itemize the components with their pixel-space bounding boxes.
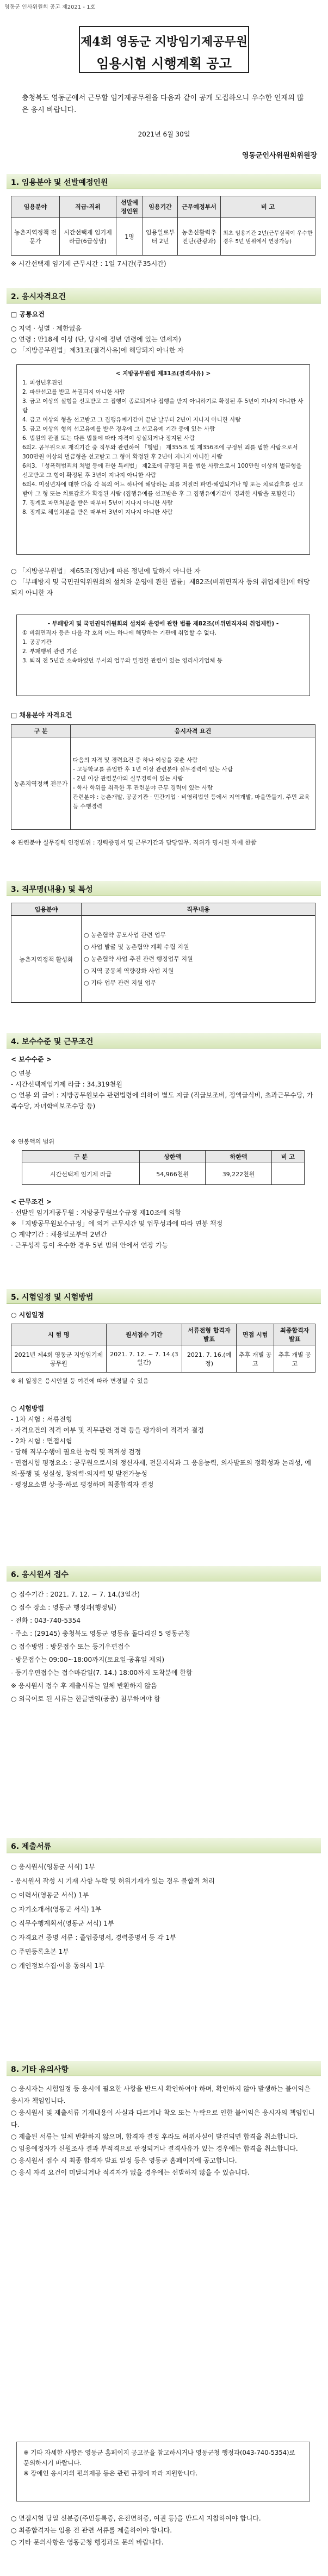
title-line1: 제4회 영동군 지방임기제공무원: [81, 35, 247, 49]
th: 구 분: [11, 725, 71, 737]
req-line: ○ 지역 · 성별 · 제한없음: [11, 325, 82, 332]
cell: 2021. 7. 16.(예정): [182, 1345, 237, 1373]
cell: [271, 1163, 304, 1185]
req-line: ○ 「지방공무원법」제31조(결격사유)에 해당되지 아니한 자: [11, 346, 184, 354]
box-line: 6의3. 「성폭력범죄의 처벌 등에 관한 특례법」 제2조에 규정된 죄를 범한 사람으로서 100만원 이상의 벌금형을 선고받고 그 형이 확정된 후 3년이 지나지 아니한 사람: [22, 463, 302, 479]
qual-line: - 2년 이상 관련분야의 실무경력이 있는 사람: [73, 775, 183, 782]
duty-line: ○ 사업 발굴 및 농촌협약 계획 수립 지원: [84, 943, 189, 951]
section8-header: 8. 기타 유의사항: [7, 2061, 321, 2076]
cell: 최초 임용기간 2년(근무실적이 우수한 경우 5년 범위에서 연장가능): [221, 218, 315, 256]
doc-line: ○ 개인정보수집·이용 동의서 1부: [11, 1962, 105, 1970]
req-line: ○ 연령 : 만18세 이상 (단, 당시에 정년 연령에 있는 연세자): [11, 336, 181, 343]
th: 직급·직위: [60, 196, 116, 218]
duty-line: ○ 기타 업무 관련 지원 업무: [84, 979, 157, 986]
section4-header: 4. 보수수준 및 근무조건: [7, 1033, 321, 1048]
qual-line: 관련분야 : 농촌개발, 공공기관 · 민간기업 · 비영리법인 등에서 지역개발, 마을만들기, 주민 교육 등 수행경력: [73, 793, 310, 810]
app-line: ○ 접수기간 : 2021. 7. 12. ~ 7. 14.(3일간): [11, 1591, 140, 1598]
th: 시 험 명: [11, 1324, 107, 1345]
method-line: · 당해 직무수행에 필요한 능력 및 적격성 검정: [11, 1448, 141, 1456]
cond-title: < 근무조건 >: [11, 1198, 52, 1206]
schedule-table: [11, 1324, 315, 1373]
cell: 2021. 7. 12. ~ 7. 14.(3일간): [106, 1345, 182, 1373]
th: 하한액: [206, 1151, 271, 1163]
section5-header: 5. 시험일정 및 시험방법: [7, 1289, 321, 1304]
box-line: 6의2. 공무원으로 재직기간 중 직무와 관련하여 「형법」 제355조 및 제356조에 규정된 죄를 범한 사람으로서 300만원 이상의 벌금형을 선고받고 그 형이 확정된 후 2년이 지나지 아니한 사람: [22, 444, 298, 460]
box-title: - 부패방지 및 국민권익위원회의 설치와 운영에 관한 법률 제82조(비위면직자의 취업제한) -: [47, 620, 279, 627]
doc-line: - 응시원서 작성 시 기재 사항 누락 및 허위기재가 있는 경우 불합격 처리: [11, 1877, 215, 1885]
app-line: - 방문접수는 09:00~18:00까지(토요일·공휴일 제외): [11, 1656, 165, 1663]
box-line: 6. 법원의 판결 또는 다른 법률에 따라 자격이 상실되거나 정지된 사람: [22, 435, 195, 442]
extra-line: ○ 면접시험 당일 신분증(주민등록증, 운전면허증, 여권 등)을 반드시 지참하여야 합니다.: [11, 2515, 261, 2522]
field-req-title: □ 채용분야 자격요건: [11, 711, 72, 719]
duty-table-wrap: [11, 903, 315, 1003]
box-line: 3. 금고 이상의 실형을 선고받고 그 집행이 종료되거나 집행을 받지 아니하기로 확정된 후 5년이 지나지 아니한 사람: [22, 398, 304, 414]
note-line: ○ 응시원서 접수 시 최종 합격자 발표 일정 등은 영동군 홈페이지에 공고합니다.: [11, 2157, 237, 2164]
anticorruption-box: [16, 614, 310, 696]
cell: 추후 개별 공고: [274, 1345, 315, 1373]
cell: 39,222천원: [206, 1163, 271, 1185]
doc-line: ○ 자기소개서(영동군 서식) 1부: [11, 1905, 102, 1913]
disqualification-box: [16, 364, 310, 555]
method-line: · 평정요소별 상·중·하로 평정하며 최종합격자 결정: [11, 1481, 154, 1488]
cell: 농촌지역정책 활성화: [11, 916, 82, 1003]
th: 임용기간: [143, 196, 178, 218]
box-line: 2. 파산선고를 받고 복권되지 아니한 사람: [22, 389, 125, 395]
cell: 농촌지역정책 전문가: [11, 737, 71, 830]
th: 원서접수 기간: [106, 1324, 182, 1345]
qual-note: ※ 관련분야 실무경력 인정범위 : 경력증명서 및 근무기간과 담당업무, 직위가 명시된 자에 한함: [11, 839, 257, 846]
method-line: · 면접시험 평정요소 : 공무원으로서의 정신자세, 전문지식과 그 응용능력, 의사발표의 정확성과 논리성, 예의·품행 및 성실성, 창의력·의지력 및 발전가능성: [11, 1459, 311, 1478]
box-line: 1. 피성년후견인: [22, 380, 63, 386]
schedule-subtitle: ○ 시험일정: [11, 1311, 45, 1319]
req-line: ○ 「부패방지 및 국민권익위원회의 설치와 운영에 관한 법률」제82조(비위면직자 등의 취업제한)에 해당되지 아니한 자: [11, 578, 310, 597]
common-req-list: [11, 323, 315, 356]
th: 면접 시험: [237, 1324, 274, 1345]
cell: 임용일로부터 2년: [143, 218, 178, 256]
note-line: ○ 응시자는 시험일정 등 응시에 필요한 사항을 반드시 확인하여야 하며, 확인하지 않아 발생하는 불이익은 응시자 책임입니다.: [11, 2085, 311, 2105]
section7-header: 6. 제출서류: [7, 1838, 321, 1853]
method-line: - 1차 시험 : 서류전형: [11, 1416, 72, 1423]
method-title: ○ 시험방법: [11, 1405, 45, 1412]
box-line: 1. 공공기관: [22, 639, 52, 645]
notes-lines: [11, 2083, 315, 2178]
qual-line: 다음의 자격 및 경력요건 중 하나 이상을 갖춘 사람: [73, 756, 198, 764]
extra-line: ○ 기타 문의사항은 영동군청 행정과로 문의 바랍니다.: [11, 2538, 164, 2546]
pay-line: - 시간선택제임기제 라급 : 34,319천원: [11, 1081, 122, 1088]
box-line: 4. 금고 이상의 형을 선고받고 그 집행유예기간이 끝난 날부터 2년이 지나지 아니한 사람: [22, 417, 241, 423]
box-line: 7. 징계로 파면처분을 받은 때부터 5년이 지나지 아니한 사람: [22, 500, 173, 506]
work-conditions: [11, 1196, 315, 1251]
exam-methods: [11, 1403, 315, 1490]
pay-subtitle: < 보수수준 >: [11, 1056, 52, 1063]
note-line: ○ 응시원서 및 제출서류 기재내용이 사실과 다르거나 착오 또는 누락으로 인한 불이익은 응시자의 책임입니다.: [11, 2109, 315, 2128]
th: 직무내용: [82, 903, 315, 916]
notice-number: 영동군 인사위원회 공고 제2021 - 1호: [4, 4, 96, 10]
box-line: 6의4. 미성년자에 대한 다음 각 목의 어느 하나에 해당하는 죄를 저질러 파면·해임되거나 형 또는 치료감호를 선고받아 그 형 또는 치료감호가 확정된 사람 (집행유예를 선고받은 후 그 집행유예기간이 경과한 사람을 포함한다): [22, 481, 304, 497]
s1-note: ※ 시간선택제 임기제 근무시간 : 1일 7시간(주35시간): [11, 260, 166, 268]
app-line: ○ 외국어로 된 서류는 한글번역(공증) 첨부하여야 함: [11, 1695, 160, 1703]
th: 상한액: [139, 1151, 205, 1163]
common-req-title: □ 공통요건: [11, 311, 45, 318]
documents-lines: [11, 1860, 315, 1973]
box-line: 8. 징계로 해임처분을 받은 때부터 3년이 지나지 아니한 사람: [22, 509, 173, 516]
doc-line: ○ 자격요건 증명 서류 : 졸업증명서, 경력증명서 등 각 1부: [11, 1934, 176, 1941]
app-line: ○ 접수 장소 : 영동군 행정과(행정팀): [11, 1604, 116, 1611]
cell: 1명: [116, 218, 143, 256]
cond-line: · 근무성적 등이 우수한 경우 5년 범위 안에서 연장 가능: [11, 1242, 169, 1249]
pay-lines: [11, 1068, 315, 1112]
req-line: ○ 「지방공무원법」제65조(정년)에 따른 정년에 달하지 아니한 자: [11, 567, 201, 575]
pay-line: ○ 연봉: [11, 1070, 32, 1077]
section1-header: 1. 임용분야 및 선발예정인원: [7, 174, 321, 189]
issuer: 영동군인사위원회위원장: [242, 152, 317, 160]
box-line: ① 비위면직자 등은 다음 각 호의 어느 하나에 해당하는 기관에 취업할 수 없다.: [22, 630, 217, 636]
positions-table-wrap: [11, 196, 315, 256]
cond-line: ※ 「지방공무원보수규정」에 의거 근무시간 및 업무성과에 따라 연봉 책정: [11, 1220, 223, 1227]
app-line: - 등기우편접수는 접수마감일(7. 14.) 18:00까지 도착분에 한함: [11, 1669, 193, 1677]
note-line: ○ 제출된 서류는 일체 반환하지 않으며, 합격자 결정 후라도 허위사실이 발견되면 합격을 취소합니다.: [11, 2133, 298, 2140]
qual-cell: [71, 737, 315, 830]
doc-line: ○ 이력서(영동군 서식) 1부: [11, 1891, 89, 1899]
qual-table: [11, 724, 315, 830]
cell: 농촌신활력추진단(관광과): [178, 218, 221, 256]
method-line: · 자격요건의 적격 여부 및 직무관련 경력 등을 평가하여 적격자 결정: [11, 1426, 204, 1434]
section6-header: 6. 응시원서 접수: [7, 1566, 321, 1581]
method-line: - 2차 시험 : 면접시험: [11, 1437, 72, 1445]
duty-line: ○ 농촌협약 사업 추진 관련 행정업무 지원: [84, 955, 193, 963]
box-line: 5. 금고 이상의 형의 선고유예를 받은 경우에 그 선고유예 기간 중에 있는 사람: [22, 426, 215, 432]
cell: 시간선택제 임기제 라급: [22, 1163, 140, 1185]
duty-cell: [82, 916, 315, 1003]
pay-line: ○ 연봉 외 급여 : 지방공무원보수 관련법령에 의하여 별도 지급 (직급보조비, 정액급식비, 초과근무수당, 가족수당, 자녀학비보조수당 등): [11, 1091, 313, 1110]
note-line: ○ 응시 자격 요건이 미달되거나 적격자가 없을 경우에는 선발하지 않을 수 있습니다.: [11, 2169, 250, 2176]
th: 구 분: [22, 1151, 140, 1163]
intro-text: 충청북도 영동군에서 근무할 임기제공무원을 다음과 같이 공개 모집하오니 우수한 인재의 많은 응시 바랍니다.: [22, 94, 304, 114]
th: 최종합격자 발표: [274, 1324, 315, 1345]
announcement-date: 2021년 6월 30일: [138, 131, 190, 138]
doc-line: ○ 직무수행계획서(영동군 서식) 1부: [11, 1920, 114, 1927]
pay-table-note: ※ 연봉액의 범위: [11, 1138, 54, 1145]
section3-header: 3. 직무명(내용) 및 특성: [7, 881, 321, 896]
th: 임용분야: [11, 903, 82, 916]
th: 서류전형 합격자 발표: [182, 1324, 237, 1345]
app-line: ※ 응시원서 접수 후 제출서류는 일체 반환하지 않음: [11, 1682, 157, 1690]
th: 응시자격 요건: [71, 725, 315, 737]
top-bar: [0, 0, 328, 11]
note-line: ○ 임용예정자가 신원조사 결과 부적격으로 판정되거나 결격사유가 있는 경우에는 합격을 취소합니다.: [11, 2145, 298, 2152]
cell: 시간선택제 임기제 라급(6급상당): [60, 218, 116, 256]
duty-table: [11, 903, 315, 1003]
th: 비 고: [271, 1151, 304, 1163]
footer-line: ※ 장애인 응시자의 편의제공 등은 관련 규정에 따라 지원합니다.: [23, 2469, 198, 2477]
cell: 54,966천원: [139, 1163, 205, 1185]
footer-notice-box: [16, 2442, 310, 2501]
extra-lines: [11, 2512, 315, 2548]
qual-table-wrap: [11, 724, 315, 830]
doc-line: ○ 응시원서(영동군 서식) 1부: [11, 1863, 95, 1871]
cell: 추후 개별 공고: [237, 1345, 274, 1373]
retire-req: [11, 566, 315, 598]
positions-table: [11, 196, 315, 256]
schedule-table-wrap: [11, 1324, 315, 1373]
box-line: 2. 부패행위 관련 기관: [22, 648, 78, 655]
app-line: - 전화 : 043-740-5354: [11, 1617, 81, 1624]
section2-header: 2. 응시자격요건: [7, 288, 321, 303]
th: 선발예정인원: [116, 196, 143, 218]
cell: 농촌지역정책 전문가: [11, 218, 60, 256]
application-lines: [11, 1588, 315, 1705]
cond-line: - 선발된 임기제공무원 : 지방공무원보수규정 제10조에 의함: [11, 1209, 182, 1216]
pay-table: [22, 1150, 305, 1185]
th: 임용분야: [11, 196, 60, 218]
qual-line: - 고등학교를 졸업한 후 1년 이상 관련분야 실무경력이 있는 사람: [73, 766, 233, 773]
box-title: < 지방공무원법 제31조(결격사유) >: [115, 370, 211, 377]
cell: 2021년 제4회 영동군 지방임기제공무원: [11, 1345, 107, 1373]
app-line: - 주소 : (29145) 충청북도 영동군 영동읍 돌다리길 5 영동군청: [11, 1630, 190, 1637]
duty-line: ○ 지역 공동체 역량강화 사업 지원: [84, 967, 174, 974]
footer-line: ※ 기타 자세한 사항은 영동군 홈페이지 공고문을 참고하시거나 영동군청 행정과(043-740-5354)로 문의하시기 바랍니다.: [23, 2449, 295, 2467]
th: 비 고: [221, 196, 315, 218]
doc-line: ○ 주민등록초본 1부: [11, 1948, 69, 1956]
extra-line: ○ 최종합격자는 임용 전 관련 서류를 제출하여야 합니다.: [11, 2527, 172, 2534]
pay-table-wrap: [22, 1150, 305, 1185]
app-line: ○ 접수방법 : 방문접수 또는 등기우편접수: [11, 1643, 131, 1650]
cond-line: ○ 계약기간 : 채용일로부터 2년간: [11, 1231, 107, 1238]
qual-line: - 학사 학위를 취득한 후 관련분야 근무 경력이 있는 사람: [73, 784, 213, 791]
box-line: 3. 퇴직 전 5년간 소속하였던 부서의 업무와 밀접한 관련이 있는 영리사기업체 등: [22, 657, 222, 664]
title-line2: 임용시험 시행계획 공고: [96, 55, 232, 71]
title-box: [79, 26, 249, 73]
schedule-note: ※ 위 일정은 응시인원 등 여건에 따라 변경될 수 있음: [11, 1377, 149, 1385]
th: 근무예정부서: [178, 196, 221, 218]
duty-line: ○ 농촌협약 공모사업 관련 업무: [84, 931, 166, 939]
